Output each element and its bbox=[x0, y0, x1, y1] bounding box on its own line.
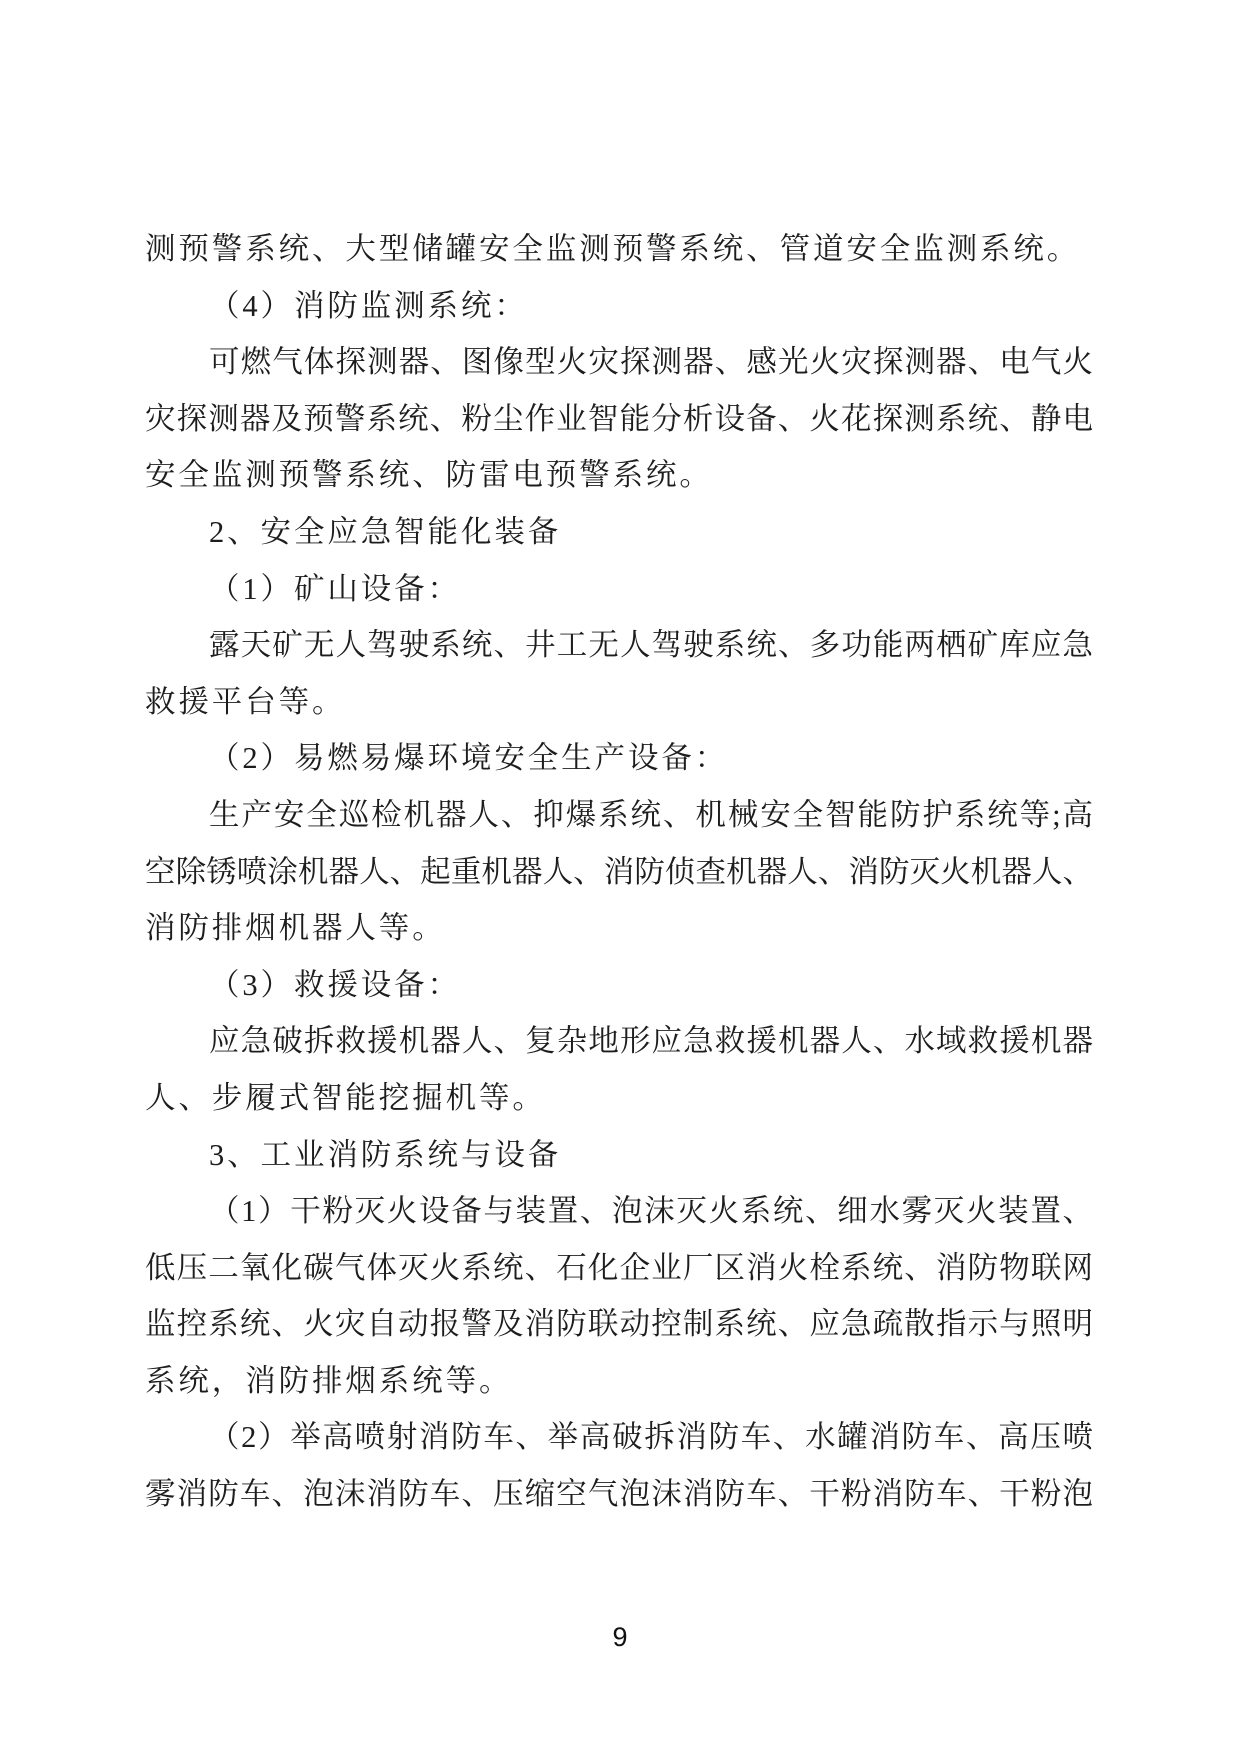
text-line: 安全监测预警系统、防雷电预警系统。 bbox=[145, 458, 713, 493]
text-line: 系统，消防排烟系统等。 bbox=[145, 1363, 513, 1398]
text-line: 应急破拆救援机器人、复杂地形应急救援机器人、水域救援机器 bbox=[209, 1024, 1093, 1059]
text-line: （1）矿山设备： bbox=[209, 571, 461, 606]
text-line: 人、步履式智能挖掘机等。 bbox=[145, 1080, 546, 1115]
text-line: 救援平台等。 bbox=[145, 684, 346, 719]
text-line: 雾消防车、泡沫消防车、压缩空气泡沫消防车、干粉消防车、干粉泡 bbox=[145, 1477, 1093, 1512]
text-line: （2）易燃易爆环境安全生产设备： bbox=[209, 741, 729, 776]
document-body bbox=[145, 221, 1093, 1523]
text-line: （1）干粉灭火设备与装置、泡沫灭火系统、细水雾灭火装置、 bbox=[209, 1194, 1093, 1229]
text-line: 露天矿无人驾驶系统、井工无人驾驶系统、多功能两栖矿库应急 bbox=[209, 628, 1093, 663]
text-line: 消防排烟机器人等。 bbox=[145, 911, 446, 946]
text-line: （2）举高喷射消防车、举高破拆消防车、水罐消防车、高压喷 bbox=[209, 1420, 1093, 1455]
text-line: 空除锈喷涂机器人、起重机器人、消防侦查机器人、消防灭火机器人、 bbox=[145, 854, 1093, 889]
text-line: 测预警系统、大型储罐安全监测预警系统、管道安全监测系统。 bbox=[145, 232, 1081, 266]
text-line: 2、安全应急智能化装备 bbox=[209, 514, 562, 549]
text-line: 可燃气体探测器、图像型火灾探测器、感光火灾探测器、电气火 bbox=[209, 345, 1093, 380]
text-line: （3）救援设备： bbox=[209, 967, 461, 1002]
text-line: （4）消防监测系统： bbox=[209, 288, 528, 323]
text-line: 灾探测器及预警系统、粉尘作业智能分析设备、火花探测系统、静电 bbox=[145, 401, 1093, 436]
page-number: 9 bbox=[612, 1622, 628, 1652]
text-line: 低压二氧化碳气体灭火系统、石化企业厂区消火栓系统、消防物联网 bbox=[145, 1250, 1093, 1285]
text-line: 监控系统、火灾自动报警及消防联动控制系统、应急疏散指示与照明 bbox=[145, 1307, 1093, 1342]
text-line: 3、工业消防系统与设备 bbox=[209, 1137, 562, 1172]
text-line: 生产安全巡检机器人、抑爆系统、机械安全智能防护系统等;高 bbox=[209, 797, 1093, 832]
